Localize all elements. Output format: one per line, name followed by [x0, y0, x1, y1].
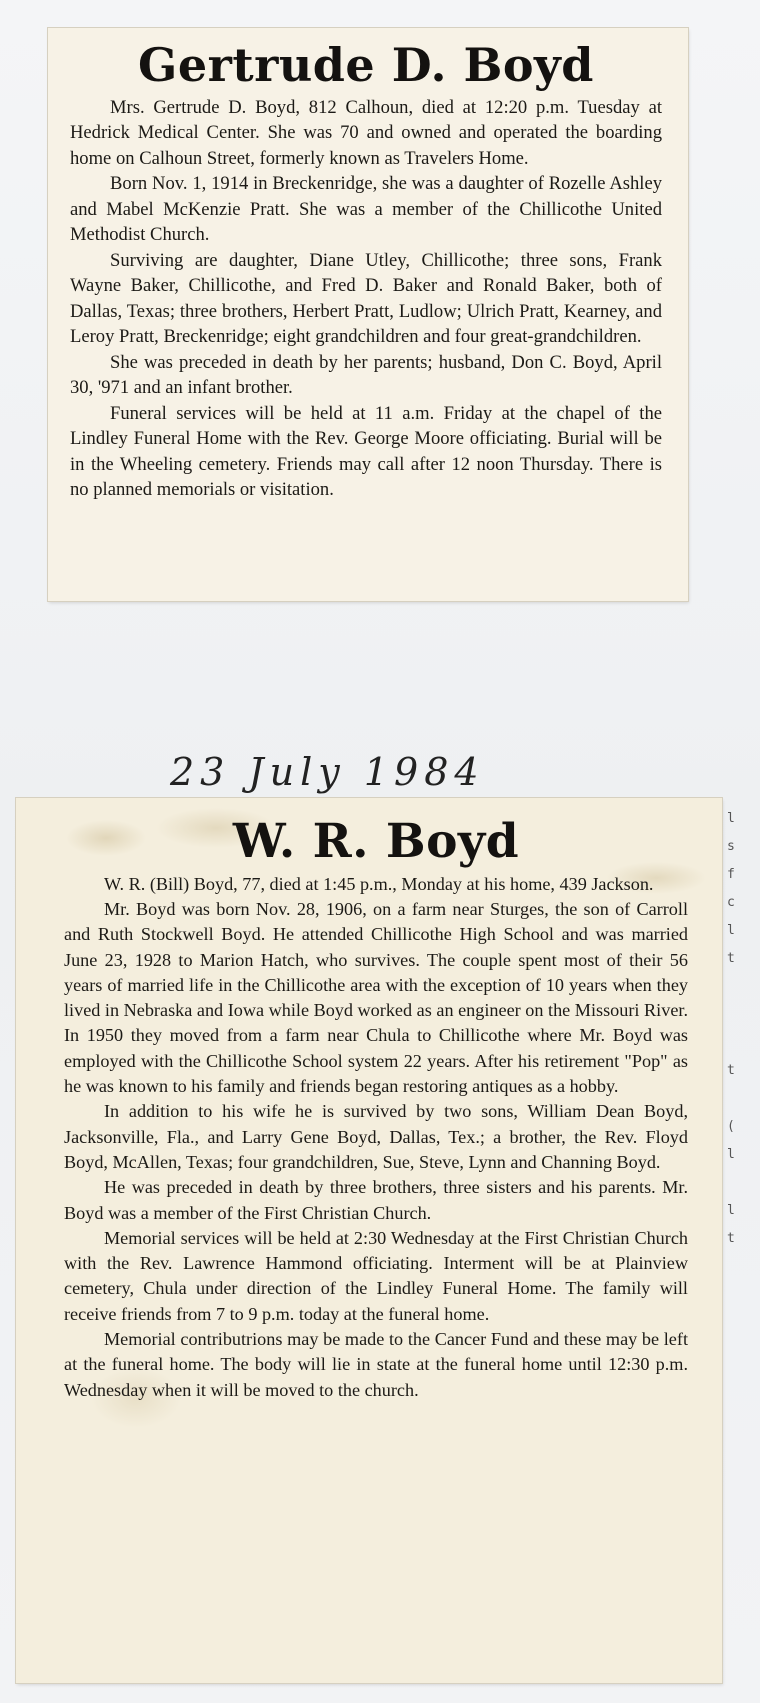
obituary-paragraph: He was preceded in death by three brothers, three sisters and his parents. Mr. Boyd was a member of the First Christian Church.: [64, 1177, 688, 1223]
obituary-paragraph: Mr. Boyd was born Nov. 28, 1906, on a farm near Sturges, the son of Carroll and Ruth Stockwell Boyd. He attended Chillicothe High School and was married June 23, 1928 to Marion Hatch, who survives. The couple spent most of their 56 years of married life in the Chillicothe area with the exception of 10 years when they lived in Nebraska and Iowa while Boyd worked as an engineer on the Missouri River. In 1950 they moved from a farm near Chula to Chillicothe where Mr. Boyd was employed with the Chillicothe School system 22 years. After his retirement "Pop" as he was known to his family and friends began restoring antiques as a hobby.: [64, 898, 688, 1097]
obituary-paragraph: Surviving are daughter, Diane Utley, Chillicothe; three sons, Frank Wayne Baker, Chillicothe, and Fred D. Baker and Ronald Baker, both of Dallas, Texas; three brothers, Herbert Pratt, Ludlow; Ulrich Pratt, Kearney, and Leroy Pratt, Breckenridge; eight grandchildren and four great-grandchildren.: [70, 249, 662, 348]
obituary-paragraph: Memorial services will be held at 2:30 Wednesday at the First Christian Church with the Rev. Lawrence Hammond officiating. Interment will be at Plainview cemetery, Chula under direction of the Lindley Funeral Home. The family will receive friends from 7 to 9 p.m. today at the funeral home.: [64, 1227, 688, 1324]
obituary-paragraph: In addition to his wife he is survived by two sons, William Dean Boyd, Jacksonville, Fla., and Larry Gene Boyd, Dallas, Tex.; a brother, the Rev. Floyd Boyd, McAllen, Texas; four grandchildren, Sue, Steve, Lynn and Channing Boyd.: [64, 1101, 688, 1172]
obituary-paragraph: Funeral services will be held at 11 a.m. Friday at the chapel of the Lindley Funeral Home with the Rev. George Moore officiating. Burial will be in the Wheeling cemetery. Friends may call after 12 noon Thursday. There is no planned memorials or visitation.: [70, 402, 662, 501]
obituary-headline: W. R. Boyd: [232, 814, 520, 869]
obituary-paragraph: Memorial contributrions may be made to the Cancer Fund and these may be left at the funeral home. The body will lie in state at the funeral home until 12:30 p.m. Wednesday when it will be moved to the church.: [64, 1329, 688, 1400]
obituary-clipping-gertrude-boyd: [48, 28, 688, 601]
handwritten-date-note: 23 July 1984: [170, 750, 485, 794]
obituary-paragraph: She was preceded in death by her parents; husband, Don C. Boyd, April 30, '971 and an infant brother.: [70, 351, 662, 399]
obituary-paragraph: Mrs. Gertrude D. Boyd, 812 Calhoun, died at 12:20 p.m. Tuesday at Hedrick Medical Center. She was 70 and owned and operated the boarding home on Calhoun Street, formerly known as Travelers Home.: [70, 96, 662, 169]
obituary-headline: Gertrude D. Boyd: [138, 38, 594, 92]
obituary-paragraph: W. R. (Bill) Boyd, 77, died at 1:45 p.m., Monday at his home, 439 Jackson.: [104, 873, 654, 894]
obituary-paragraph: Born Nov. 1, 1914 in Breckenridge, she was a daughter of Rozelle Ashley and Mabel McKenzie Pratt. She was a member of the Chillicothe United Methodist Church.: [70, 173, 662, 246]
obituary-clipping-wr-boyd: [16, 798, 722, 1683]
adjacent-column-fragment: l s f c l t t ( l l t: [727, 811, 735, 1246]
